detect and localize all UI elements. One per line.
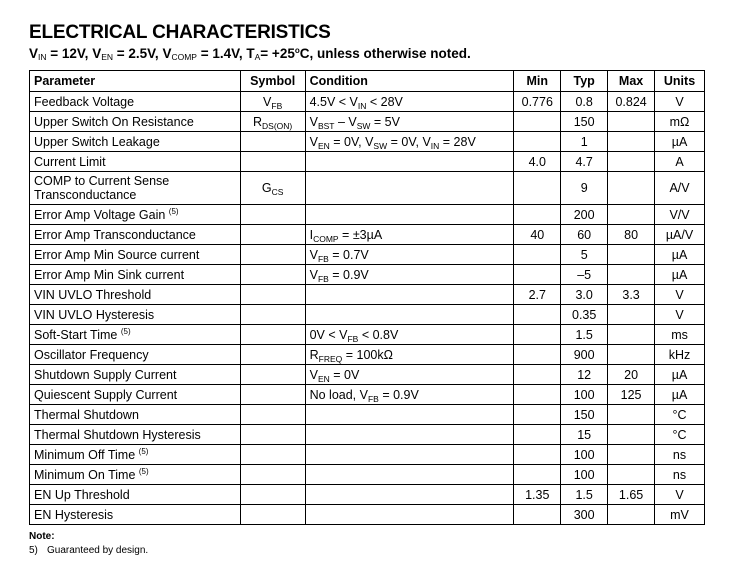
header-parameter: Parameter <box>30 71 241 92</box>
typ-cell: 900 <box>561 345 608 365</box>
min-cell <box>514 325 561 345</box>
table-row <box>30 305 705 325</box>
symbol-cell: $V_{FB}$ <box>240 92 305 112</box>
min-cell: 40 <box>514 225 561 245</box>
typ-cell: 300 <box>561 505 608 525</box>
max-cell <box>608 425 655 445</box>
symbol-cell <box>240 425 305 445</box>
min-cell <box>514 345 561 365</box>
symbol-cell: $R_{DS(ON)}$ <box>240 112 305 132</box>
min-cell <box>514 112 561 132</box>
typ-cell: 9 <box>561 172 608 205</box>
min-cell: 1.35 <box>514 485 561 505</box>
min-cell <box>514 465 561 485</box>
typ-cell: 100 <box>561 465 608 485</box>
footnote-5 <box>29 545 148 556</box>
units-cell: µA <box>655 365 705 385</box>
symbol-cell <box>240 152 305 172</box>
param-cell: COMP to Current Sense Transconductance <box>30 172 241 205</box>
units-cell: A <box>655 152 705 172</box>
condition-cell <box>305 405 514 425</box>
condition-cell <box>305 465 514 485</box>
units-cell: V <box>655 92 705 112</box>
table-header-row <box>30 71 705 92</box>
min-cell <box>514 305 561 325</box>
param-cell: Minimum Off Time $^{(5)}$ <box>30 445 241 465</box>
typ-cell: 1.5 <box>561 325 608 345</box>
max-cell: 1.65 <box>608 485 655 505</box>
typ-cell: 150 <box>561 112 608 132</box>
header-condition: Condition <box>305 71 514 92</box>
param-cell: VIN UVLO Threshold <box>30 285 241 305</box>
condition-cell <box>305 485 514 505</box>
units-cell: kHz <box>655 345 705 365</box>
symbol-cell <box>240 225 305 245</box>
param-cell: Thermal Shutdown Hysteresis <box>30 425 241 445</box>
max-cell: 125 <box>608 385 655 405</box>
typ-cell: 12 <box>561 365 608 385</box>
max-cell <box>608 205 655 225</box>
electrical-characteristics-table <box>29 70 705 525</box>
min-cell: 2.7 <box>514 285 561 305</box>
condition-cell <box>305 285 514 305</box>
table-row <box>30 225 705 245</box>
condition-cell <box>305 152 514 172</box>
condition-cell: $I_{COMP} = \pm 3\mu A$ <box>305 225 514 245</box>
units-cell: V <box>655 305 705 325</box>
max-cell <box>608 345 655 365</box>
condition-cell: $R_{FREQ} = 100k\Omega$ <box>305 345 514 365</box>
min-cell <box>514 365 561 385</box>
typ-cell: 0.8 <box>561 92 608 112</box>
table-row <box>30 172 705 205</box>
min-cell <box>514 445 561 465</box>
table-row <box>30 265 705 285</box>
symbol-cell <box>240 405 305 425</box>
units-cell: ns <box>655 445 705 465</box>
max-cell <box>608 505 655 525</box>
symbol-cell <box>240 385 305 405</box>
table-row <box>30 505 705 525</box>
param-cell: EN Up Threshold <box>30 485 241 505</box>
units-cell: °C <box>655 405 705 425</box>
condition-cell: $4.5V < V_{IN} < 28V$ <box>305 92 514 112</box>
max-cell: 3.3 <box>608 285 655 305</box>
units-cell: ms <box>655 325 705 345</box>
min-cell <box>514 425 561 445</box>
table-row <box>30 365 705 385</box>
param-cell: Soft-Start Time $^{(5)}$ <box>30 325 241 345</box>
min-cell <box>514 405 561 425</box>
table-row <box>30 285 705 305</box>
table-row <box>30 325 705 345</box>
units-cell: V <box>655 285 705 305</box>
units-cell: °C <box>655 425 705 445</box>
symbol-cell <box>240 245 305 265</box>
min-cell <box>514 385 561 405</box>
min-cell <box>514 205 561 225</box>
typ-cell: 100 <box>561 385 608 405</box>
symbol-cell <box>240 305 305 325</box>
table-row <box>30 345 705 365</box>
max-cell <box>608 405 655 425</box>
symbol-cell: $G_{CS}$ <box>240 172 305 205</box>
table-row <box>30 112 705 132</box>
param-cell: Upper Switch On Resistance <box>30 112 241 132</box>
param-cell: Feedback Voltage <box>30 92 241 112</box>
typ-cell: 15 <box>561 425 608 445</box>
condition-cell: No load, $V_{FB} = 0.9V$ <box>305 385 514 405</box>
symbol-cell <box>240 205 305 225</box>
units-cell: µA/V <box>655 225 705 245</box>
condition-cell <box>305 425 514 445</box>
max-cell <box>608 172 655 205</box>
symbol-cell <box>240 485 305 505</box>
table-row <box>30 465 705 485</box>
header-symbol: Symbol <box>240 71 305 92</box>
condition-cell: $V_{EN} = 0V$ <box>305 365 514 385</box>
symbol-cell <box>240 345 305 365</box>
min-cell <box>514 505 561 525</box>
header-typ: Typ <box>561 71 608 92</box>
page-title: ELECTRICAL CHARACTERISTICS <box>29 22 331 43</box>
typ-cell: 1 <box>561 132 608 152</box>
param-cell: EN Hysteresis <box>30 505 241 525</box>
table-row <box>30 132 705 152</box>
typ-cell: 60 <box>561 225 608 245</box>
symbol-cell <box>240 285 305 305</box>
units-cell: mV <box>655 505 705 525</box>
min-cell <box>514 132 561 152</box>
table-row <box>30 385 705 405</box>
typ-cell: 200 <box>561 205 608 225</box>
typ-cell: 4.7 <box>561 152 608 172</box>
param-cell: Error Amp Transconductance <box>30 225 241 245</box>
symbol-cell <box>240 325 305 345</box>
units-cell: µA <box>655 265 705 285</box>
param-cell: Current Limit <box>30 152 241 172</box>
max-cell <box>608 132 655 152</box>
test-conditions-subtitle: $V_{IN} = 12V$, $V_{EN} = 2.5V$, $V_{COMP} = 1.4V$, $T_A= +25^oC$, unless otherwise noted. <box>29 46 471 62</box>
max-cell <box>608 245 655 265</box>
param-cell: Thermal Shutdown <box>30 405 241 425</box>
param-cell: Error Amp Min Sink current <box>30 265 241 285</box>
condition-cell: $0V < V_{FB} < 0.8V$ <box>305 325 514 345</box>
table-row <box>30 205 705 225</box>
condition-cell: $V_{FB} = 0.7V$ <box>305 245 514 265</box>
param-cell: Quiescent Supply Current <box>30 385 241 405</box>
param-cell: Oscillator Frequency <box>30 345 241 365</box>
max-cell <box>608 112 655 132</box>
param-cell: Minimum On Time $^{(5)}$ <box>30 465 241 485</box>
param-cell: Upper Switch Leakage <box>30 132 241 152</box>
condition-cell: $V_{FB} = 0.9V$ <box>305 265 514 285</box>
table-row <box>30 445 705 465</box>
table-row <box>30 485 705 505</box>
typ-cell: 1.5 <box>561 485 608 505</box>
table-row <box>30 152 705 172</box>
typ-cell: 5 <box>561 245 608 265</box>
max-cell <box>608 265 655 285</box>
units-cell: V/V <box>655 205 705 225</box>
max-cell <box>608 305 655 325</box>
min-cell: 4.0 <box>514 152 561 172</box>
max-cell <box>608 465 655 485</box>
footnote-text: Guaranteed by design. <box>47 545 149 556</box>
param-cell: Shutdown Supply Current <box>30 365 241 385</box>
symbol-cell <box>240 365 305 385</box>
units-cell: A/V <box>655 172 705 205</box>
units-cell: V <box>655 485 705 505</box>
param-cell: Error Amp Min Source current <box>30 245 241 265</box>
symbol-cell <box>240 445 305 465</box>
min-cell <box>514 265 561 285</box>
header-max: Max <box>608 71 655 92</box>
max-cell <box>608 152 655 172</box>
max-cell <box>608 445 655 465</box>
header-units: Units <box>655 71 705 92</box>
param-cell: VIN UVLO Hysteresis <box>30 305 241 325</box>
max-cell <box>608 325 655 345</box>
condition-cell <box>305 505 514 525</box>
symbol-cell <box>240 265 305 285</box>
min-cell: 0.776 <box>514 92 561 112</box>
symbol-cell <box>240 465 305 485</box>
min-cell <box>514 245 561 265</box>
units-cell: ns <box>655 465 705 485</box>
condition-cell <box>305 445 514 465</box>
table-row <box>30 405 705 425</box>
max-cell: 0.824 <box>608 92 655 112</box>
max-cell: 20 <box>608 365 655 385</box>
typ-cell: –5 <box>561 265 608 285</box>
symbol-cell <box>240 132 305 152</box>
typ-cell: 100 <box>561 445 608 465</box>
units-cell: µA <box>655 385 705 405</box>
table-row <box>30 92 705 112</box>
condition-cell: $V_{BST} - V_{SW} = 5V$ <box>305 112 514 132</box>
footnote-number: 5) <box>29 545 38 556</box>
typ-cell: 0.35 <box>561 305 608 325</box>
condition-cell <box>305 172 514 205</box>
condition-cell <box>305 205 514 225</box>
table-row <box>30 245 705 265</box>
table-row <box>30 425 705 445</box>
units-cell: µA <box>655 132 705 152</box>
condition-cell: $V_{EN} = 0V$, $V_{SW} = 0V$, $V_{IN} = 28V$ <box>305 132 514 152</box>
param-cell: Error Amp Voltage Gain $^{(5)}$ <box>30 205 241 225</box>
typ-cell: 3.0 <box>561 285 608 305</box>
symbol-cell <box>240 505 305 525</box>
units-cell: µA <box>655 245 705 265</box>
condition-cell <box>305 305 514 325</box>
units-cell: mΩ <box>655 112 705 132</box>
min-cell <box>514 172 561 205</box>
max-cell: 80 <box>608 225 655 245</box>
note-heading: Note: <box>29 531 55 542</box>
header-min: Min <box>514 71 561 92</box>
typ-cell: 150 <box>561 405 608 425</box>
